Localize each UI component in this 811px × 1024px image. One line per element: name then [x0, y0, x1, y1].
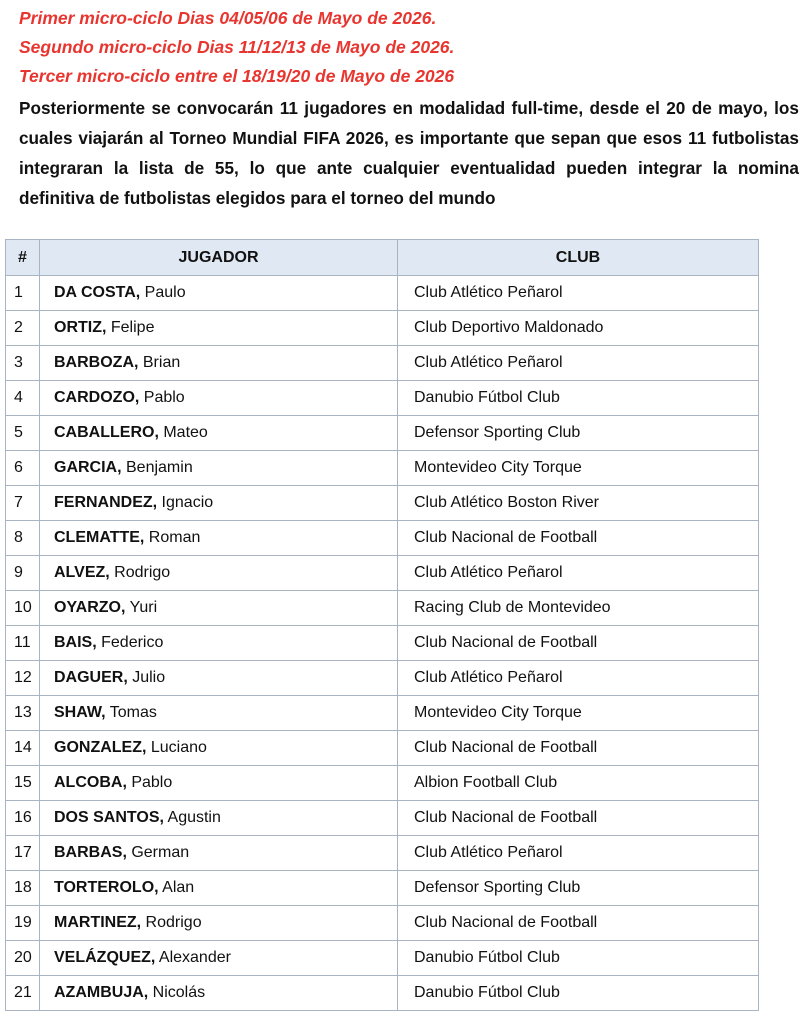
player-surname: CLEMATTE,: [54, 529, 145, 546]
player-cell: [40, 661, 398, 696]
row-number: 21: [6, 976, 40, 1011]
table-row: [6, 381, 759, 416]
player-cell: [40, 801, 398, 836]
player-first-name: Agustin: [163, 809, 221, 826]
row-number: 18: [6, 871, 40, 906]
club-cell: Club Nacional de Football: [398, 906, 759, 941]
table-row: [6, 941, 759, 976]
player-cell: [40, 591, 398, 626]
table-row: [6, 836, 759, 871]
player-surname: ALVEZ,: [54, 564, 110, 581]
club-cell: Defensor Sporting Club: [398, 871, 759, 906]
player-surname: TORTEROLO,: [54, 879, 159, 896]
player-table-body: [6, 276, 759, 1011]
schedule-line-third: Tercer micro-ciclo entre el 18/19/20 de Mayo de 2026: [19, 66, 455, 86]
player-surname: ALCOBA,: [54, 774, 127, 791]
player-first-name: Rodrigo: [109, 564, 171, 581]
player-first-name: Yuri: [125, 599, 158, 616]
player-surname: MARTINEZ,: [54, 914, 142, 931]
player-cell: [40, 486, 398, 521]
player-first-name: Rodrigo: [141, 914, 202, 931]
table-row: [6, 556, 759, 591]
row-number: 11: [6, 626, 40, 661]
row-number: 4: [6, 381, 40, 416]
table-row: [6, 871, 759, 906]
table-row: [6, 486, 759, 521]
club-cell: Club Nacional de Football: [398, 521, 759, 556]
table-row: [6, 766, 759, 801]
row-number: 13: [6, 696, 40, 731]
player-surname: GONZALEZ,: [54, 739, 147, 756]
player-cell: [40, 836, 398, 871]
row-number: 3: [6, 346, 40, 381]
club-cell: Montevideo City Torque: [398, 451, 759, 486]
player-first-name: Federico: [96, 634, 164, 651]
micro-cycle-schedule: [19, 4, 799, 91]
row-number: 2: [6, 311, 40, 346]
table-row: [6, 521, 759, 556]
player-first-name: Pablo: [139, 389, 185, 406]
player-cell: [40, 906, 398, 941]
player-first-name: Luciano: [146, 739, 207, 756]
row-number: 16: [6, 801, 40, 836]
player-first-name: Brian: [138, 354, 181, 371]
row-number: 12: [6, 661, 40, 696]
player-surname: FERNANDEZ,: [54, 494, 158, 511]
club-cell: Montevideo City Torque: [398, 696, 759, 731]
player-surname: VELÁZQUEZ,: [54, 949, 156, 966]
club-cell: Club Nacional de Football: [398, 731, 759, 766]
club-cell: Club Deportivo Maldonado: [398, 311, 759, 346]
player-first-name: Mateo: [158, 424, 208, 441]
club-cell: Defensor Sporting Club: [398, 416, 759, 451]
club-cell: Club Atlético Peñarol: [398, 346, 759, 381]
row-number: 20: [6, 941, 40, 976]
player-first-name: Alan: [158, 879, 195, 896]
club-cell: Club Atlético Peñarol: [398, 836, 759, 871]
table-row: [6, 346, 759, 381]
club-cell: Danubio Fútbol Club: [398, 381, 759, 416]
player-cell: [40, 731, 398, 766]
header-number: #: [6, 240, 40, 276]
table-row: [6, 626, 759, 661]
player-first-name: German: [126, 844, 190, 861]
player-first-name: Nicolás: [148, 984, 206, 1001]
player-cell: [40, 346, 398, 381]
club-cell: Club Atlético Peñarol: [398, 661, 759, 696]
club-cell: Danubio Fútbol Club: [398, 976, 759, 1011]
header-club: CLUB: [398, 240, 759, 276]
player-surname: GARCIA,: [54, 459, 122, 476]
intro-paragraph: Posteriormente se convocarán 11 jugadores en modalidad full-time, desde el 20 de mayo, los cuales viajarán al Torneo Mundial FIFA 2026, es importante que sepan que esos 11 futbolistas integraran la lista de 55, lo que ante cualquier eventualidad pueden integrar la nomina definitiva de futbolistas elegidos para el torneo del mundo: [19, 98, 799, 208]
player-cell: [40, 521, 398, 556]
player-cell: [40, 766, 398, 801]
player-surname: DA COSTA,: [54, 284, 141, 301]
player-table: [5, 239, 759, 1011]
player-surname: OYARZO,: [54, 599, 126, 616]
player-surname: CABALLERO,: [54, 424, 159, 441]
player-surname: BARBAS,: [54, 844, 127, 861]
player-first-name: Pablo: [126, 774, 173, 791]
player-cell: [40, 416, 398, 451]
row-number: 9: [6, 556, 40, 591]
row-number: 8: [6, 521, 40, 556]
table-row: [6, 906, 759, 941]
player-cell: [40, 556, 398, 591]
club-cell: Club Atlético Peñarol: [398, 556, 759, 591]
row-number: 1: [6, 276, 40, 311]
player-first-name: Ignacio: [157, 494, 214, 511]
table-row: [6, 801, 759, 836]
player-cell: [40, 451, 398, 486]
row-number: 7: [6, 486, 40, 521]
player-first-name: Alexander: [155, 949, 231, 966]
table-row: [6, 451, 759, 486]
player-cell: [40, 696, 398, 731]
player-first-name: Felipe: [106, 319, 155, 336]
row-number: 6: [6, 451, 40, 486]
player-surname: DOS SANTOS,: [54, 809, 164, 826]
player-surname: ORTIZ,: [54, 319, 107, 336]
player-surname: DAGUER,: [54, 669, 128, 686]
club-cell: Club Atlético Peñarol: [398, 276, 759, 311]
player-surname: BAIS,: [54, 634, 97, 651]
table-row: [6, 591, 759, 626]
table-row: [6, 976, 759, 1011]
table-row: [6, 276, 759, 311]
player-table-container: [5, 239, 758, 1011]
club-cell: Club Atlético Boston River: [398, 486, 759, 521]
table-row: [6, 311, 759, 346]
player-surname: BARBOZA,: [54, 354, 139, 371]
player-surname: AZAMBUJA,: [54, 984, 149, 1001]
row-number: 19: [6, 906, 40, 941]
club-cell: Racing Club de Montevideo: [398, 591, 759, 626]
player-surname: SHAW,: [54, 704, 106, 721]
table-row: [6, 661, 759, 696]
player-cell: [40, 311, 398, 346]
row-number: 15: [6, 766, 40, 801]
player-cell: [40, 381, 398, 416]
table-row: [6, 696, 759, 731]
player-cell: [40, 626, 398, 661]
table-row: [6, 731, 759, 766]
schedule-line-first: Primer micro-ciclo Dias 04/05/06 de Mayo de 2026.: [19, 8, 437, 28]
player-cell: [40, 941, 398, 976]
player-first-name: Paulo: [140, 284, 186, 301]
table-row: [6, 416, 759, 451]
header-player: JUGADOR: [40, 240, 398, 276]
row-number: 5: [6, 416, 40, 451]
row-number: 14: [6, 731, 40, 766]
player-first-name: Julio: [127, 669, 166, 686]
club-cell: Danubio Fútbol Club: [398, 941, 759, 976]
player-cell: [40, 976, 398, 1011]
player-first-name: Benjamin: [121, 459, 193, 476]
row-number: 17: [6, 836, 40, 871]
player-surname: CARDOZO,: [54, 389, 140, 406]
schedule-line-second: Segundo micro-ciclo Dias 11/12/13 de Mayo de 2026.: [19, 37, 455, 57]
table-header-row: [6, 240, 759, 276]
club-cell: Albion Football Club: [398, 766, 759, 801]
player-first-name: Roman: [144, 529, 201, 546]
player-cell: [40, 871, 398, 906]
club-cell: Club Nacional de Football: [398, 801, 759, 836]
row-number: 10: [6, 591, 40, 626]
club-cell: Club Nacional de Football: [398, 626, 759, 661]
player-first-name: Tomas: [105, 704, 157, 721]
player-cell: [40, 276, 398, 311]
